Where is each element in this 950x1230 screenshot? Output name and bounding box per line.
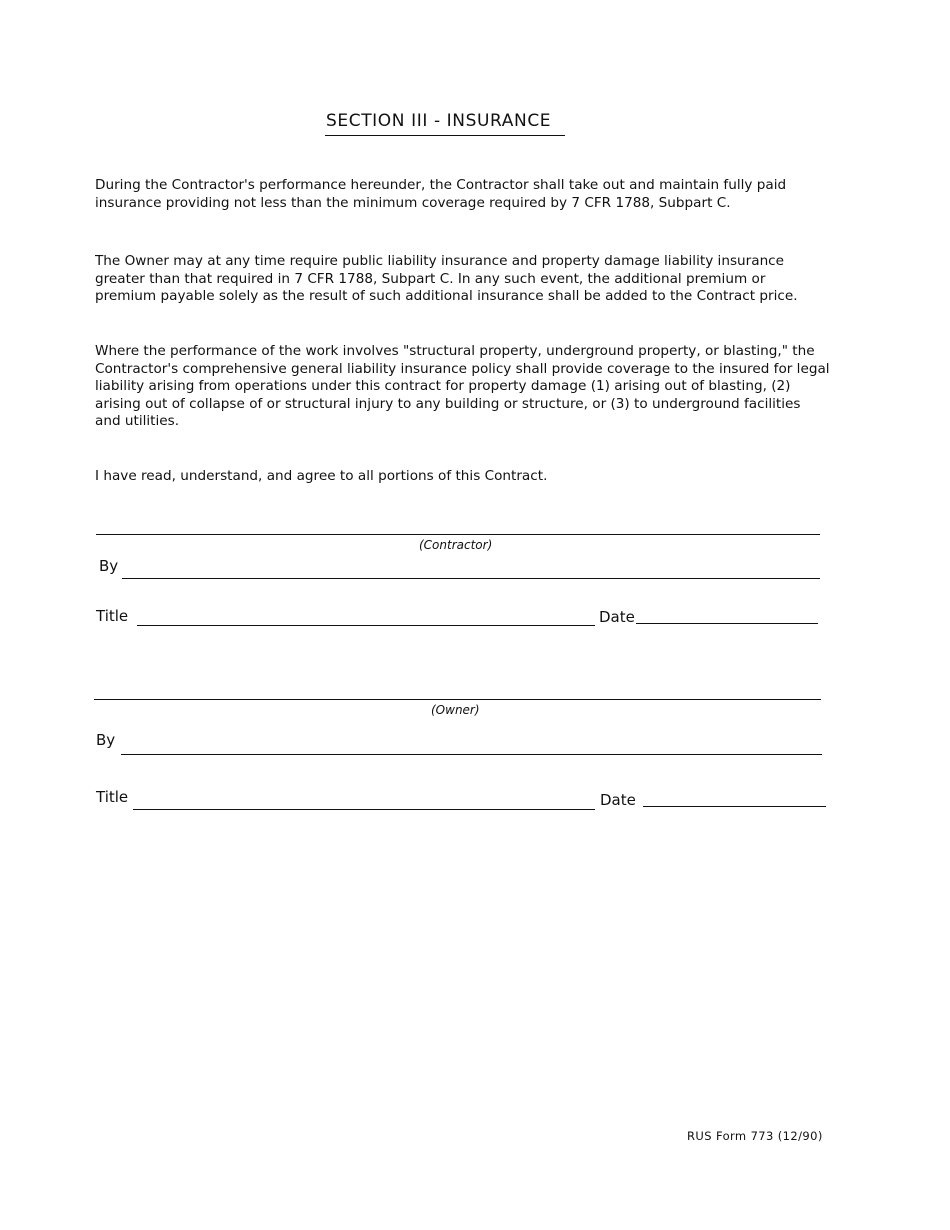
paragraph-owner-requirement: The Owner may at any time require public liability insurance and property damage liability insurance greater than that required in 7 CFR 1788, Subpart C. In any such event, the additional premium or premium payable solely as the result of such additional insurance shall be added to the Contract price. [95,253,798,305]
contractor-caption: (Contractor) [419,538,493,552]
contractor-by-line[interactable] [122,578,820,579]
section-heading: SECTION III - INSURANCE [326,111,552,131]
paragraph-structural-property: Where the performance of the work involves "structural property, underground property, or blasting," the Contractor's comprehensive general liability insurance policy shall provide coverage to the insured for legal liability arising from operations under this contract for property damage (1) arising out of blasting, (2) arising out of collapse of or structural injury to any building or structure, or (3) to underground facilities and utilities. [95,343,830,430]
contractor-by-label: By [99,557,119,575]
contractor-date-line[interactable] [636,623,818,624]
owner-caption: (Owner) [431,703,480,717]
owner-name-line[interactable] [94,699,821,700]
owner-title-label: Title [96,788,129,806]
contractor-date-label: Date [599,608,635,626]
owner-title-line[interactable] [133,809,595,810]
paragraph-coverage: During the Contractor's performance hereunder, the Contractor shall take out and maintain fully paid insurance providing not less than the minimum coverage required by 7 CFR 1788, Subpart C. [95,177,787,211]
contractor-name-line[interactable] [96,534,820,535]
paragraph-agreement: I have read, understand, and agree to all portions of this Contract. [95,468,548,484]
owner-date-label: Date [600,791,636,809]
owner-by-line[interactable] [121,754,822,755]
heading-underline [325,135,565,136]
owner-by-label: By [96,731,116,749]
form-number-footer: RUS Form 773 (12/90) [687,1129,823,1143]
contractor-title-line[interactable] [137,625,595,626]
contractor-title-label: Title [96,607,129,625]
owner-date-line[interactable] [643,806,826,807]
